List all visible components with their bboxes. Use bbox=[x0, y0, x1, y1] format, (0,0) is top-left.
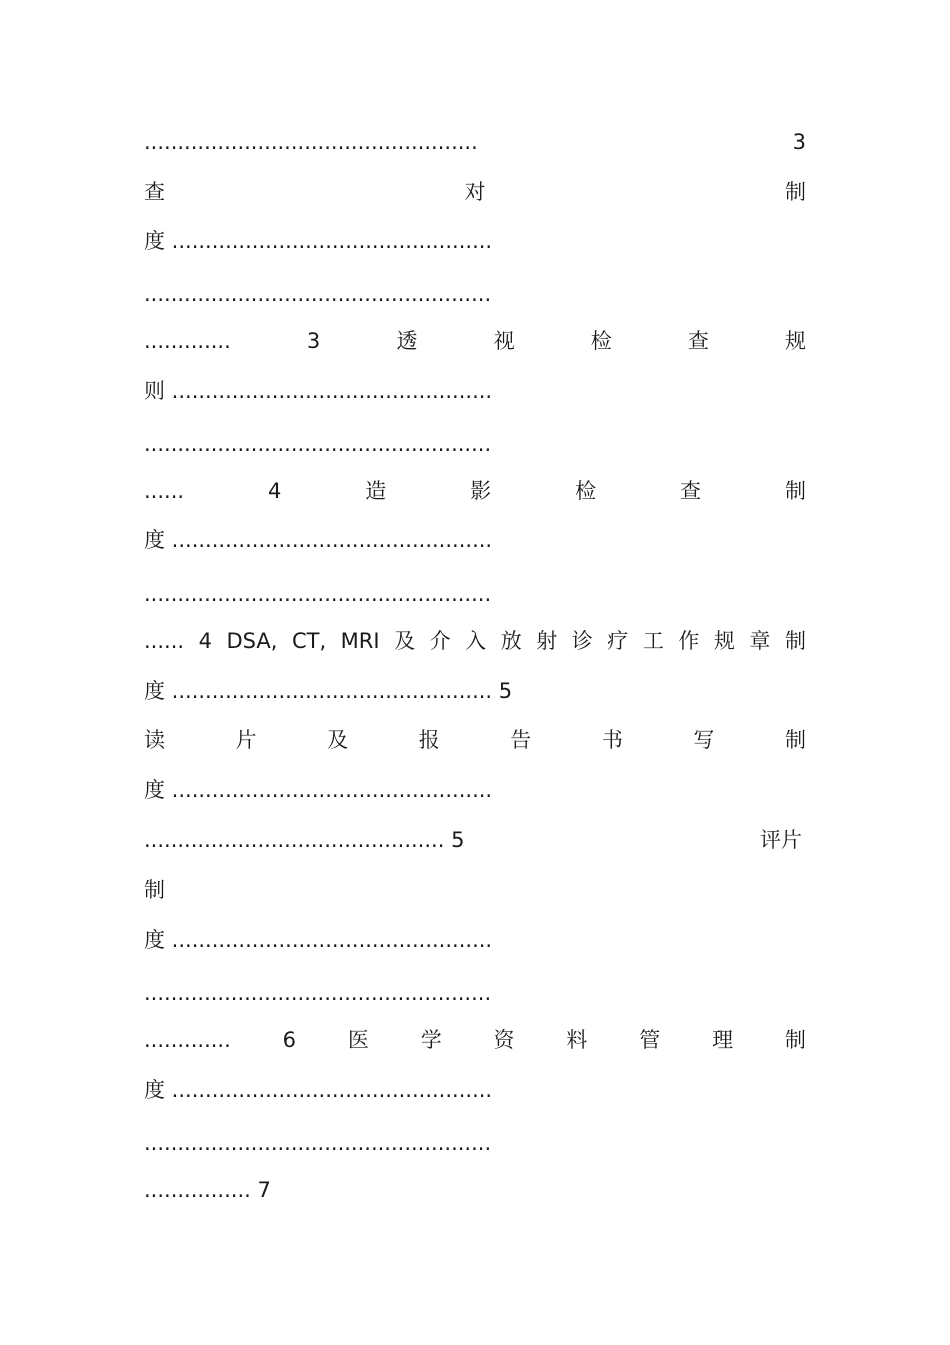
toc-text: 制 bbox=[785, 180, 806, 204]
toc-text: 规 bbox=[713, 629, 735, 653]
toc-text: 资 bbox=[493, 1028, 515, 1052]
toc-text: 理 bbox=[712, 1028, 734, 1052]
toc-line-16: 制 bbox=[144, 878, 165, 902]
toc-line-2 bbox=[144, 176, 806, 208]
toc-line-12: 度 ................................................ 5 bbox=[144, 679, 513, 703]
toc-page-number: 4 bbox=[267, 479, 282, 503]
toc-line-19 bbox=[144, 1024, 806, 1056]
toc-line-4: .................................................... bbox=[144, 282, 492, 306]
toc-line-17: 度 ................................................ bbox=[144, 928, 493, 952]
toc-text: 查 bbox=[144, 180, 165, 204]
toc-text: 介 bbox=[429, 629, 451, 653]
toc-text: 规 bbox=[785, 329, 806, 353]
toc-line-10: .................................................... bbox=[144, 582, 492, 606]
toc-line-21: .................................................... bbox=[144, 1131, 492, 1155]
toc-text: MRI bbox=[340, 629, 380, 653]
toc-text: 检 bbox=[575, 479, 597, 503]
toc-text: 疗 bbox=[607, 629, 629, 653]
toc-text: DSA, bbox=[226, 629, 278, 653]
toc-text: 料 bbox=[566, 1028, 588, 1052]
toc-text: 影 bbox=[470, 479, 492, 503]
toc-line-11 bbox=[144, 625, 806, 657]
toc-text: 书 bbox=[601, 728, 623, 752]
toc-text: 学 bbox=[420, 1028, 442, 1052]
toc-text: 对 bbox=[464, 180, 486, 204]
toc-text: 查 bbox=[680, 479, 702, 503]
toc-text: 读 bbox=[144, 728, 165, 752]
toc-text: 及 bbox=[394, 629, 416, 653]
toc-text: 射 bbox=[536, 629, 558, 653]
toc-dots: .................................................. bbox=[144, 130, 478, 154]
toc-text: 透 bbox=[396, 329, 418, 353]
toc-text: 视 bbox=[493, 329, 515, 353]
toc-page-number: 6 bbox=[282, 1028, 296, 1052]
toc-line-22: ................ 7 bbox=[144, 1178, 271, 1202]
toc-text: 入 bbox=[465, 629, 487, 653]
toc-dots: ............. bbox=[144, 1028, 231, 1052]
toc-text: 诊 bbox=[571, 629, 593, 653]
toc-line-5 bbox=[144, 325, 806, 357]
toc-text: 检 bbox=[590, 329, 612, 353]
toc-text: 作 bbox=[678, 629, 700, 653]
toc-text: 写 bbox=[693, 728, 715, 752]
toc-text: CT, bbox=[291, 629, 327, 653]
toc-line-8 bbox=[144, 475, 806, 507]
toc-text: 查 bbox=[687, 329, 709, 353]
toc-text: 片 bbox=[235, 728, 257, 752]
toc-line-20: 度 ................................................ bbox=[144, 1078, 493, 1102]
toc-line-7: .................................................... bbox=[144, 432, 492, 456]
toc-page-number: 3 bbox=[306, 329, 321, 353]
toc-dots: ............. bbox=[144, 329, 231, 353]
toc-line-1 bbox=[144, 126, 806, 158]
toc-line-18: .................................................... bbox=[144, 981, 492, 1005]
toc-text: 及 bbox=[327, 728, 349, 752]
toc-text: 制 bbox=[784, 1028, 806, 1052]
toc-text: 工 bbox=[642, 629, 664, 653]
toc-text: 章 bbox=[749, 629, 771, 653]
toc-text: 医 bbox=[347, 1028, 369, 1052]
toc-text: 评片 bbox=[760, 828, 802, 852]
toc-line-9: 度 ................................................ bbox=[144, 528, 493, 552]
toc-line-14: 度 ................................................ bbox=[144, 778, 493, 802]
toc-text: 管 bbox=[639, 1028, 661, 1052]
toc-dots: ............................................. 5 bbox=[144, 828, 465, 852]
toc-text: 制 bbox=[784, 479, 806, 503]
toc-text: 制 bbox=[784, 728, 806, 752]
toc-page-number: 3 bbox=[792, 130, 806, 154]
toc-page-number: 4 bbox=[198, 629, 212, 653]
toc-line-6: 则 ................................................ bbox=[144, 379, 493, 403]
toc-dots: ...... bbox=[144, 479, 185, 503]
toc-line-13 bbox=[144, 724, 806, 756]
toc-text: 制 bbox=[784, 629, 806, 653]
toc-text: 告 bbox=[510, 728, 532, 752]
toc-line-3: 度 ................................................ bbox=[144, 229, 493, 253]
toc-text: 放 bbox=[500, 629, 522, 653]
toc-line-15 bbox=[144, 824, 802, 856]
toc-text: 报 bbox=[418, 728, 440, 752]
toc-dots: ...... bbox=[144, 629, 185, 653]
toc-text: 造 bbox=[365, 479, 387, 503]
